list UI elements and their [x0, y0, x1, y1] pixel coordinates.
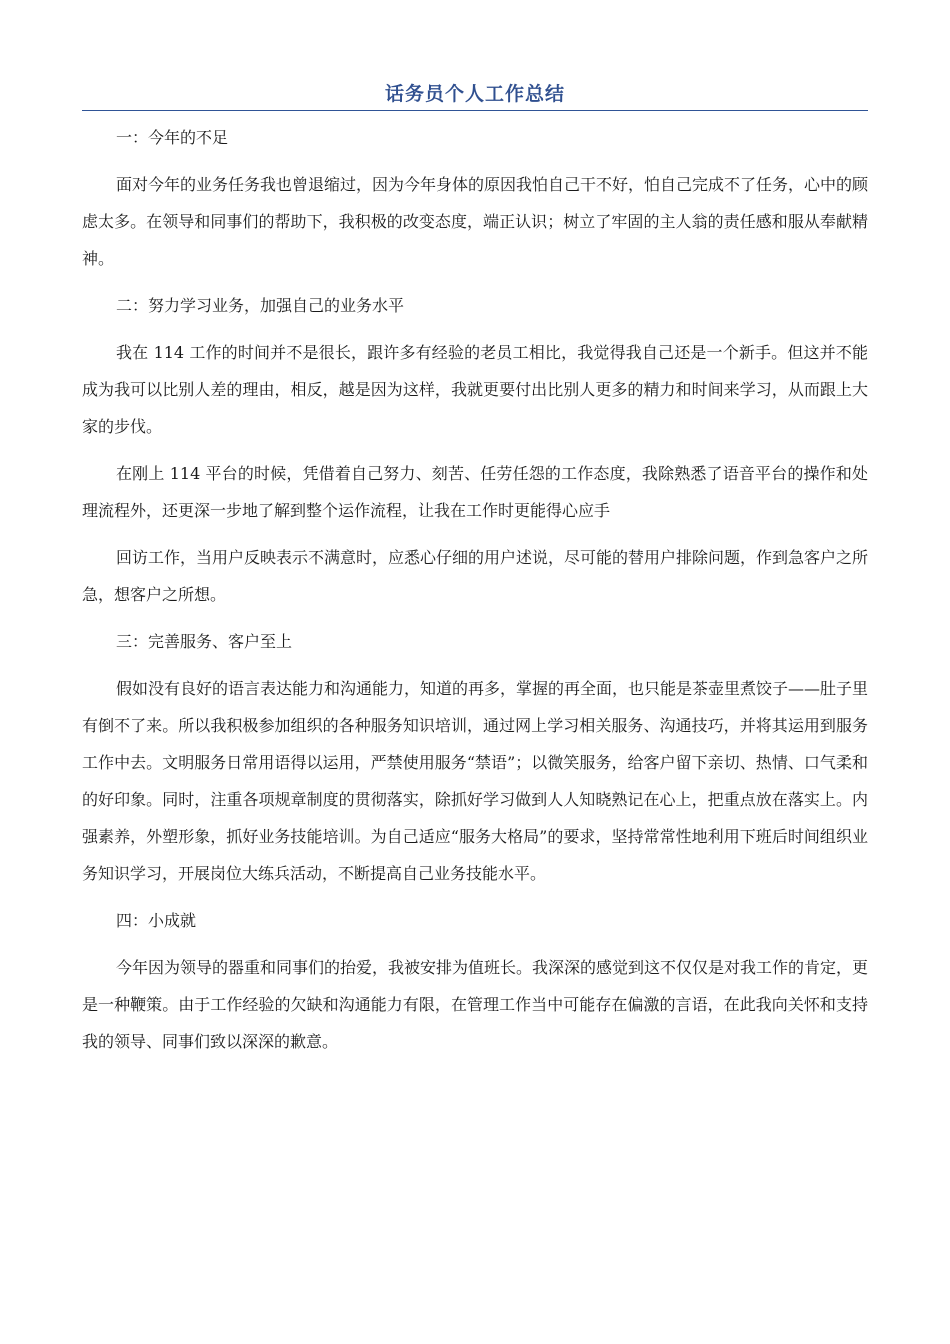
section-heading-4: 四：小成就 — [116, 911, 197, 930]
paragraph-2: 我在 114 工作的时间并不是很长，跟许多有经验的老员工相比，我觉得我自己还是一个新手。但这并不能成为我可以比别人差的理由，相反，越是因为这样，我就更要付出比别人更多的精力和时间来学习，从而跟上大家的步伐。 — [82, 343, 868, 436]
section-heading-2: 二：努力学习业务，加强自己的业务水平 — [116, 296, 405, 315]
section-heading-3: 三：完善服务、客户至上 — [116, 632, 293, 651]
paragraph-6: 今年因为领导的器重和同事们的抬爱，我被安排为值班长。我深深的感觉到这不仅仅是对我工作的肯定，更是一种鞭策。由于工作经验的欠缺和沟通能力有限，在管理工作当中可能存在偏激的言语，在此我向关怀和支持我的领导、同事们致以深深的歉意。 — [82, 958, 869, 1051]
paragraph-4: 回访工作，当用户反映表示不满意时，应悉心仔细的用户述说，尽可能的替用户排除问题，作到急客户之所急，想客户之所想。 — [82, 548, 869, 604]
paragraph-1: 面对今年的业务任务我也曾退缩过，因为今年身体的原因我怕自己干不好，怕自己完成不了任务，心中的顾虑太多。在领导和同事们的帮助下，我积极的改变态度，端正认识；树立了牢固的主人翁的责任感和服从奉献精神。 — [82, 175, 869, 268]
document-title: 话务员个人工作总结 — [384, 83, 565, 105]
document-body — [82, 119, 868, 1060]
paragraph-3: 在刚上 114 平台的时候，凭借着自己努力、刻苦、任劳任怨的工作态度，我除熟悉了语音平台的操作和处理流程外，还更深一步地了解到整个运作流程，让我在工作时更能得心应手 — [82, 464, 868, 520]
title-underline — [82, 110, 868, 111]
paragraph-5: 假如没有良好的语言表达能力和沟通能力，知道的再多，掌握的再全面，也只能是茶壶里煮饺子——肚子里有倒不了来。所以我积极参加组织的各种服务知识培训，通过网上学习相关服务、沟通技巧，并将其运用到服务工作中去。文明服务日常用语得以运用，严禁使用服务“禁语”；以微笑服务，给客户留下亲切、热情、口气柔和的好印象。同时，注重各项规章制度的贯彻落实，除抓好学习做到人人知晓熟记在心上，把重点放在落实上。内强素养，外塑形象，抓好业务技能培训。为自己适应“服务大格局”的要求，坚持常常性地利用下班后时间组织业务知识学习，开展岗位大练兵活动，不断提高自己业务技能水平。 — [82, 679, 869, 883]
document-page — [82, 78, 868, 1070]
section-heading-1: 一：今年的不足 — [116, 128, 229, 147]
